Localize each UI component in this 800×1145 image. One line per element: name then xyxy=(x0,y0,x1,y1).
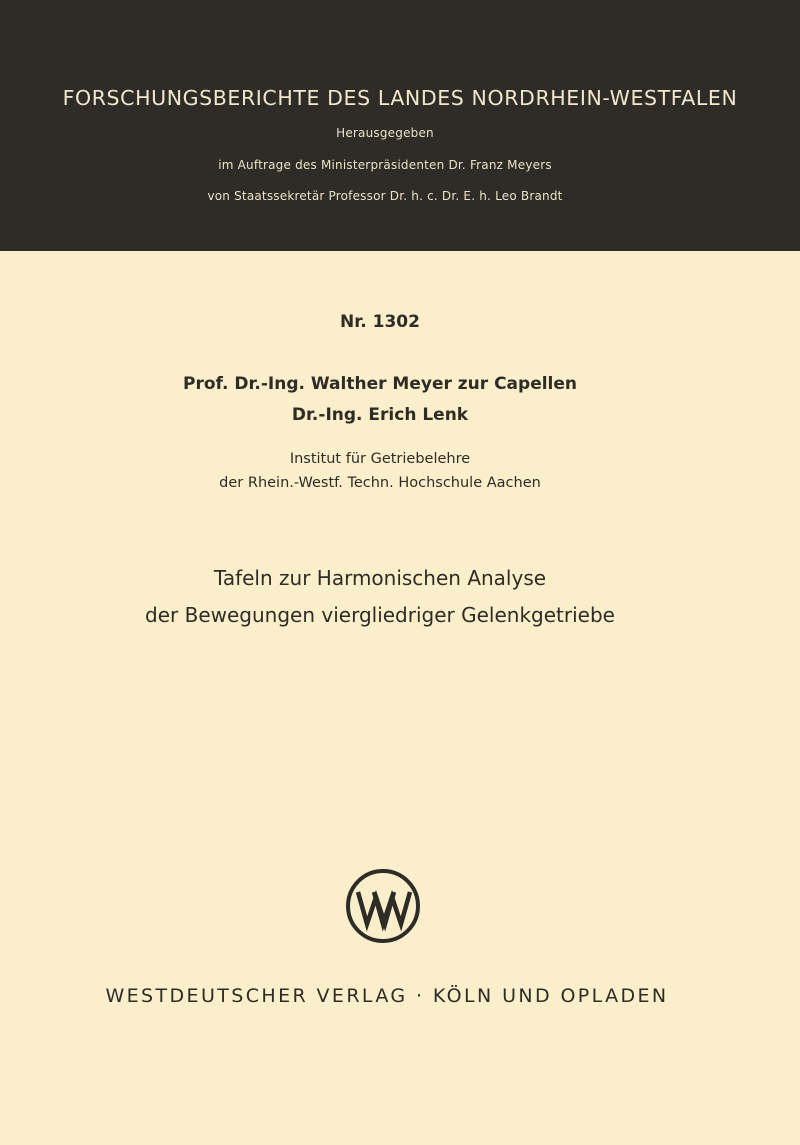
editor-line-ministerpraesident: im Auftrage des Ministerpräsidenten Dr. Franz Meyers xyxy=(218,158,552,172)
report-number: Nr. 1302 xyxy=(340,312,420,332)
book-title-line-2: der Bewegungen viergliedriger Gelenkgetriebe xyxy=(145,603,615,627)
series-header-band xyxy=(0,0,800,251)
book-title-line-1: Tafeln zur Harmonischen Analyse xyxy=(213,566,547,590)
author-1: Prof. Dr.-Ing. Walther Meyer zur Capellen xyxy=(182,374,578,394)
institute-line-2: der Rhein.-Westf. Techn. Hochschule Aachen xyxy=(219,475,541,491)
publisher-logo-icon xyxy=(345,868,421,944)
editor-line-staatssekretaer: von Staatssekretär Professor Dr. h. c. Dr. E. h. Leo Brandt xyxy=(207,189,563,203)
editor-line-herausgegeben: Herausgegeben xyxy=(336,126,434,140)
author-2: Dr.-Ing. Erich Lenk xyxy=(291,405,469,425)
institute-line-1: Institut für Getriebelehre xyxy=(289,451,471,467)
series-title: FORSCHUNGSBERICHTE DES LANDES NORDRHEIN-WESTFALEN xyxy=(62,86,738,110)
publisher-name: WESTDEUTSCHER VERLAG · KÖLN UND OPLADEN xyxy=(105,985,669,1007)
